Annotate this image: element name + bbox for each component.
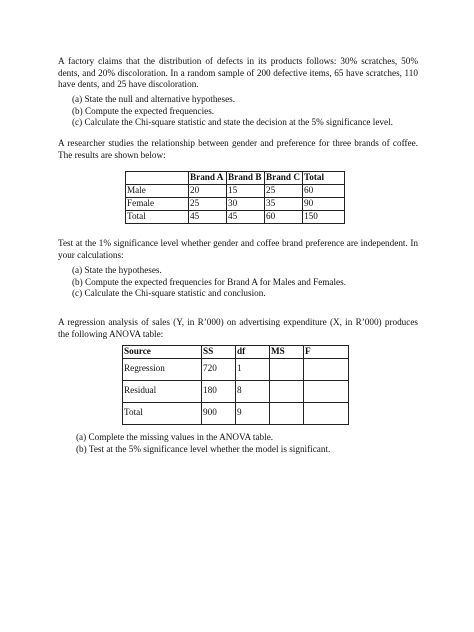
table-cell: Total [126, 211, 189, 224]
q1-parts [72, 94, 422, 129]
list-item: (b) Test at the 5% significance level whether the model is significant. [76, 443, 331, 454]
list-item: (b) Compute the expected frequencies for Brand A for Males and Females. [72, 276, 347, 287]
table-cell: 900 [202, 402, 236, 424]
table-cell: 9 [236, 402, 270, 424]
table-cell [270, 380, 304, 402]
table-cell: Male [126, 185, 189, 198]
list-item: (a) Complete the missing values in the ANOVA table. [76, 432, 274, 442]
table-cell [304, 380, 349, 402]
table-cell: 45 [227, 211, 265, 224]
q2-task: Test at the 1% significance level whether gender and coffee brand preference are independent. In your calculations: [58, 238, 418, 260]
table-header-cell [126, 172, 189, 185]
table-cell: 180 [202, 380, 236, 402]
q1-intro: A factory claims that the distribution of defects in its products follows: 30% scratches, 50% dents, and 20% discoloration. In a random sample of 200 defective items, 65 have scratches, 110 have dents, and 25 have discoloration. [58, 56, 418, 90]
table-cell: 720 [202, 358, 236, 380]
table-header-row [123, 346, 349, 359]
table-cell [304, 358, 349, 380]
table-header-cell: F [304, 346, 349, 359]
table-cell: 60 [303, 185, 345, 198]
table-header-cell: Brand A [189, 172, 227, 185]
q2-intro: A researcher studies the relationship between gender and preference for three brands of coffee. The results are shown below: [58, 138, 418, 160]
table-cell [270, 402, 304, 424]
table-row [126, 198, 345, 211]
table-cell: 30 [227, 198, 265, 211]
table-header-cell: Source [123, 346, 202, 359]
table-cell [304, 402, 349, 424]
list-item: (a) State the null and alternative hypotheses. [72, 94, 236, 104]
table-cell: 90 [303, 198, 345, 211]
table-cell: Residual [123, 380, 202, 402]
table-cell: 35 [265, 198, 303, 211]
table-row [123, 358, 349, 380]
table-cell: Female [126, 198, 189, 211]
table-header-cell: Brand C [265, 172, 303, 185]
list-item: (a) State the hypotheses. [72, 265, 162, 275]
table-cell: 45 [189, 211, 227, 224]
list-item: (c) Calculate the Chi-square statistic and state the decision at the 5% significance level. [72, 117, 393, 128]
anova-table [122, 345, 349, 425]
table-cell: Total [123, 402, 202, 424]
table-cell: 150 [303, 211, 345, 224]
table-header-cell: df [236, 346, 270, 359]
table-header-row [126, 172, 345, 185]
q3-intro: A regression analysis of sales (Y, in R’000) on advertising expenditure (X, in R’000) produces the following ANOVA table: [58, 317, 418, 339]
q2-parts [72, 265, 422, 300]
list-item: (c) Calculate the Chi-square statistic and conclusion. [72, 288, 266, 299]
list-item: (b) Compute the expected frequencies. [72, 105, 215, 116]
table-cell: 8 [236, 380, 270, 402]
table-row [123, 402, 349, 424]
table-row [126, 211, 345, 224]
table-cell: 25 [265, 185, 303, 198]
table-cell: 60 [265, 211, 303, 224]
table-cell: 15 [227, 185, 265, 198]
table-cell [270, 358, 304, 380]
table-cell: 1 [236, 358, 270, 380]
table-cell: 25 [189, 198, 227, 211]
table-header-cell: SS [202, 346, 236, 359]
table-cell: 20 [189, 185, 227, 198]
table-header-cell: Brand B [227, 172, 265, 185]
table-header-cell: MS [270, 346, 304, 359]
table-row [123, 380, 349, 402]
table-header-cell: Total [303, 172, 345, 185]
table-cell: Regression [123, 358, 202, 380]
q3-parts [76, 432, 426, 455]
table-row [126, 185, 345, 198]
brand-preference-table [125, 171, 345, 224]
